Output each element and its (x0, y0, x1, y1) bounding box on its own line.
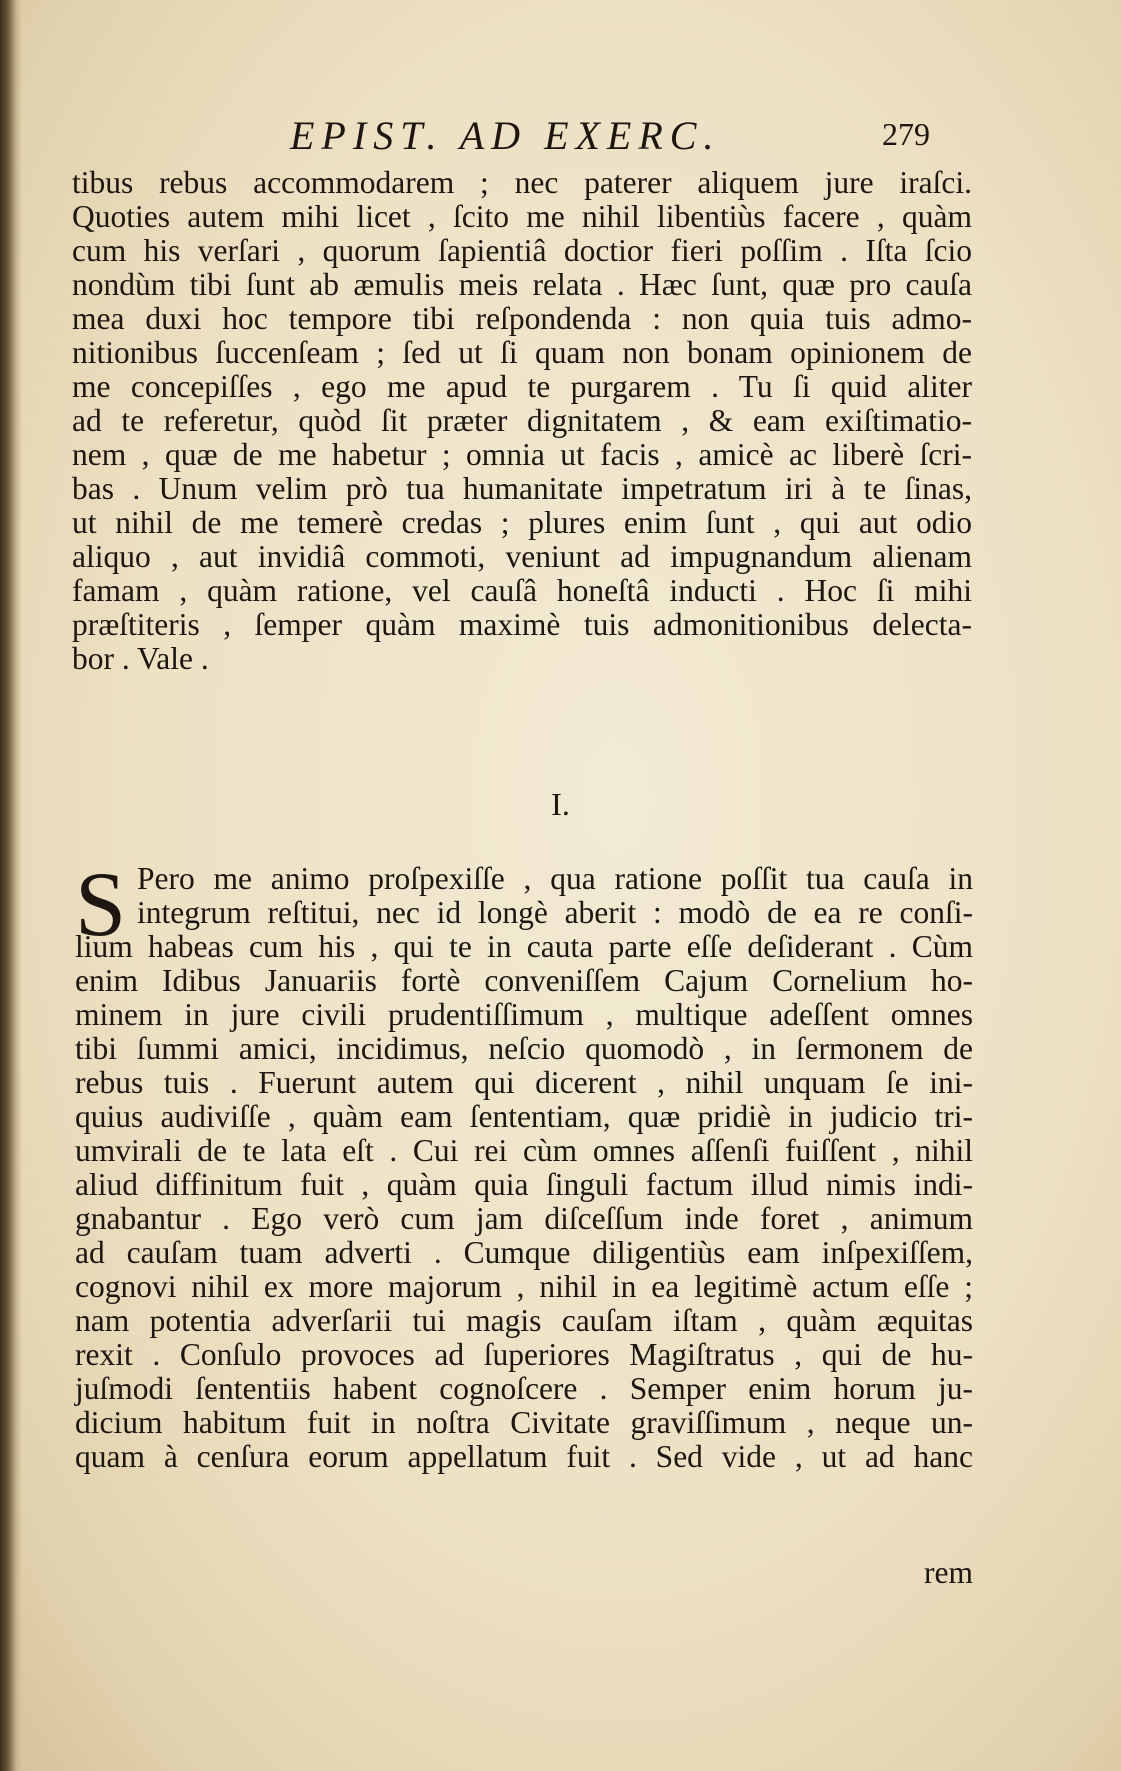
text-line: dicium habitum fuit in noſtra Civitate graviſſimum , neque un- (75, 1405, 973, 1440)
text-line: umvirali de te lata eſt . Cui rei cùm omnes aſſenſi fuiſſent , nihil (75, 1133, 973, 1168)
text-line: nem , quæ de me habetur ; omnia ut facis , amicè ac liberè ſcri- (72, 437, 972, 472)
text-line: ad te referetur, quòd ſit præter dignitatem , & eam exiſtimatio- (72, 403, 972, 438)
page-number: 279 (882, 116, 930, 152)
text-line: aliquo , aut invidiâ commoti, veniunt ad impugnandum alienam (72, 539, 972, 574)
section-number: I. (551, 786, 570, 822)
text-line: Pero me animo proſpexiſſe , qua ratione poſſit tua cauſa in (137, 861, 973, 896)
text-line: quam à cenſura eorum appellatum fuit . Sed vide , ut ad hanc (75, 1439, 973, 1474)
paragraph-2 (75, 853, 973, 1474)
text-line: gnabantur . Ego verò cum jam diſceſſum inde foret , animum (75, 1201, 973, 1236)
gutter-shadow (0, 0, 22, 1771)
text-line: bor . Vale . (72, 641, 209, 676)
page-header (230, 112, 930, 164)
text-line: quius audiviſſe , quàm eam ſententiam, quæ pridiè in judicio tri- (75, 1099, 973, 1134)
text-line: cognovi nihil ex more majorum , nihil in ea legitimè actum eſſe ; (75, 1269, 973, 1304)
text-line: minem in jure civili prudentiſſimum , multique adeſſent omnes (75, 997, 973, 1032)
text-line: ut nihil de me temerè credas ; plures enim ſunt , qui aut odio (72, 505, 972, 540)
text-line: lium habeas cum his , qui te in cauta parte eſſe deſiderant . Cùm (75, 929, 973, 964)
text-line: rebus tuis . Fuerunt autem qui dicerent , nihil unquam ſe ini- (75, 1065, 973, 1100)
text-line: tibi ſummi amici, incidimus, neſcio quomodò , in ſermonem de (75, 1031, 973, 1066)
text-line: integrum reſtitui, nec id longè aberit : modò de ea re conſi- (137, 895, 973, 930)
text-line: ad cauſam tuam adverti . Cumque diligentiùs eam inſpexiſſem, (75, 1235, 973, 1270)
catchword: rem (924, 1555, 973, 1590)
running-title: EPIST. AD EXERC. (290, 113, 721, 158)
text-line: nitionibus ſuccenſeam ; ſed ut ſi quam non bonam opinionem de (72, 335, 972, 370)
text-line: Quoties autem mihi licet , ſcito me nihil libentiùs facere , quàm (72, 199, 972, 234)
text-line: præſtiteris , ſemper quàm maximè tuis admonitionibus delecta- (72, 607, 972, 642)
text-line: nondùm tibi ſunt ab æmulis meis relata . Hæc ſunt, quæ pro cauſa (72, 267, 972, 302)
text-line: enim Idibus Januariis fortè conveniſſem Cajum Cornelium ho- (75, 963, 973, 998)
text-line: tibus rebus accommodarem ; nec paterer aliquem jure iraſci. (72, 165, 972, 200)
text-line: bas . Unum velim prò tua humanitate impetratum iri à te ſinas, (72, 471, 972, 506)
text-line: aliud diffinitum fuit , quàm quia ſinguli factum illud nimis indi- (75, 1167, 973, 1202)
drop-cap: S (75, 853, 127, 955)
text-line: rexit . Conſulo provoces ad ſuperiores Magiſtratus , qui de hu- (75, 1337, 973, 1372)
text-line: famam , quàm ratione, vel cauſâ honeſtâ inducti . Hoc ſi mihi (72, 573, 972, 608)
text-line: cum his verſari , quorum ſapientiâ doctior fieri poſſim . Iſta ſcio (72, 233, 972, 268)
text-line: nam potentia adverſarii tui magis cauſam iſtam , quàm æquitas (75, 1303, 973, 1338)
text-line: mea duxi hoc tempore tibi reſpondenda : non quia tuis admo- (72, 301, 972, 336)
text-line: me concepiſſes , ego me apud te purgarem . Tu ſi quid aliter (72, 369, 972, 404)
paragraph-1 (72, 166, 972, 676)
text-line: juſmodi ſententiis habent cognoſcere . Semper enim horum ju- (75, 1371, 973, 1406)
